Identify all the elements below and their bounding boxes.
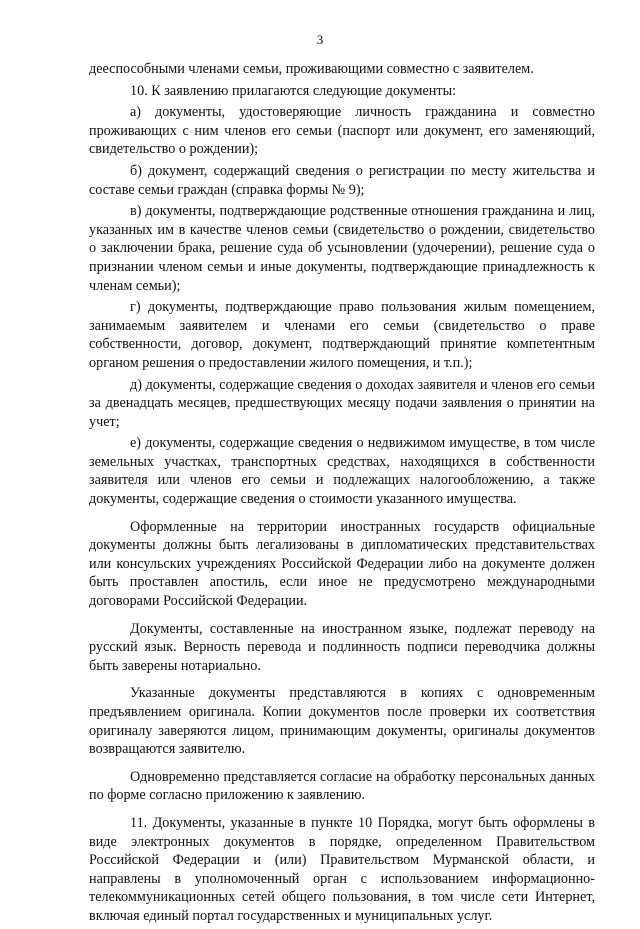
paragraph-item-11: 11. Документы, указанные в пункте 10 Порядка, могут быть оформлены в виде электронных документов в порядке, определенном Правительством Российской Федерации и (или) Правительством Мурманской области, и направлены в уполномоченный орган с использованием информационно-телекоммуникационных сетей общего пользования, в том числе сети Интернет, включая единый портал государственных и муниципальных услуг. <box>89 814 595 924</box>
paragraph-item-g: г) документы, подтверждающие право пользования жилым помещением, занимаемым заявителем и членами его семьи (свидетельство о праве собственности, договор, документ, подтверждающий принятие компетентным органом решения о предоставлении жилого помещения, и т.п.); <box>89 299 595 371</box>
paragraph-item-d: д) документы, содержащие сведения о доходах заявителя и членов его семьи за двенадцать месяцев, предшествующих месяцу подачи заявления о принятии на учет; <box>89 376 595 430</box>
paragraph-translation: Документы, составленные на иностранном языке, подлежат переводу на русский язык. Верность перевода и подлинность подписи переводчика должны быть заверены нотариально. <box>89 620 595 674</box>
document-body <box>89 60 595 929</box>
paragraph-legalization: Оформленные на территории иностранных государств официальные документы должны быть легализованы в дипломатических представительствах или консульских учреждениях Российской Федерации либо на документе должен быть проставлен апостиль, если иное не предусмотрено международными договорами Российской Федерации. <box>89 518 595 610</box>
paragraph-continuation: дееспособными членами семьи, проживающими совместно с заявителем. <box>89 61 534 77</box>
paragraph-item-e: е) документы, содержащие сведения о недвижимом имуществе, в том числе земельных участках, транспортных средствах, находящихся в собственности заявителя или членов его семьи и подлежащих налогообложению, а также документы, содержащие сведения о стоимости указанного имущества. <box>89 435 595 508</box>
paragraph-copies: Указанные документы представляются в копиях с одновременным предъявлением оригинала. Копии документов после проверки их соответствия оригиналу заверяются лицом, принимающим документы, оригиналы документов возвращаются заявителю. <box>89 685 595 758</box>
paragraph-item-10: 10. К заявлению прилагаются следующие документы: <box>130 82 457 99</box>
paragraph-consent: Одновременно представляется согласие на обработку персональных данных по форме согласно приложению к заявлению. <box>89 768 595 804</box>
paragraph-item-a: а) документы, удостоверяющие личность гражданина и совместно проживающих с ним членов его семьи (паспорт или документ, его заменяющий, свидетельство о рождении); <box>89 104 595 158</box>
paragraph-item-b: б) документ, содержащий сведения о регистрации по месту жительства и составе семьи граждан (справка формы № 9); <box>89 162 595 198</box>
page-number: 3 <box>316 32 324 47</box>
paragraph-item-v: в) документы, подтверждающие родственные отношения гражданина и лиц, указанных им в качестве членов семьи (свидетельство о рождении, свидетельство о заключении брака, решение суда об усыновлении (удочерении), решение суда о признании членом семьи и иные документы, подтверждающие принадлежность к членам семьи); <box>89 203 595 294</box>
